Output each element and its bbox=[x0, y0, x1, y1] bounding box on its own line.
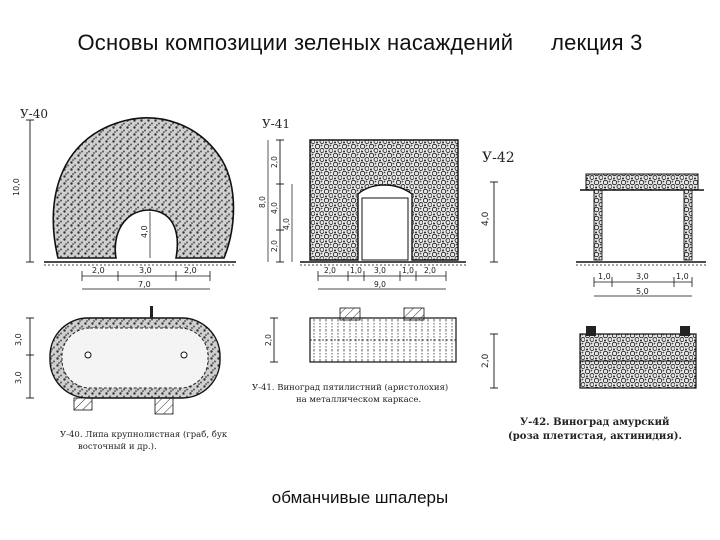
u41-note-line2: на металлическом каркасе. bbox=[296, 395, 422, 405]
u40-plan bbox=[14, 306, 220, 414]
u41-width-dim-5: 2,0 bbox=[424, 266, 436, 275]
u41-width-dim-2: 1,0 bbox=[350, 266, 362, 275]
u41-height-dim-mid: 4,0 bbox=[270, 202, 279, 214]
u42-note-line2: (роза плетистая, актинидия). bbox=[508, 431, 682, 442]
u40-total-dim: 7,0 bbox=[138, 280, 151, 289]
figure-u40-id: У-40 bbox=[20, 107, 48, 121]
u40-arch-dim: 4,0 bbox=[140, 225, 149, 238]
u42-total-dim: 5,0 bbox=[636, 287, 649, 296]
u42-width-dim-1: 1,0 bbox=[598, 272, 611, 281]
figure-u42-id: У-42 bbox=[482, 150, 515, 166]
u41-height-total: 8,0 bbox=[258, 196, 267, 208]
u42-pergola-top bbox=[586, 174, 698, 190]
figure-u40 bbox=[12, 107, 236, 452]
u40-plan-tree-1 bbox=[85, 352, 91, 358]
u41-width-dim-4: 1,0 bbox=[402, 266, 414, 275]
u42-post-left bbox=[594, 190, 602, 260]
u40-width-dim-3: 2,0 bbox=[184, 266, 197, 275]
u41-height-dim-top: 2,0 bbox=[270, 156, 279, 168]
u40-plan-dim-1: 3,0 bbox=[14, 333, 23, 346]
u40-height-dim: 10,0 bbox=[12, 178, 21, 196]
u41-total-dim: 9,0 bbox=[374, 280, 386, 289]
u41-plan bbox=[264, 308, 456, 362]
u41-width-dim-1: 2,0 bbox=[324, 266, 336, 275]
figure-u41-id: У-41 bbox=[262, 117, 290, 131]
figure-u42 bbox=[481, 150, 706, 442]
u42-elevation bbox=[481, 174, 706, 296]
u42-note-line1: У-42. Виноград амурский bbox=[520, 417, 670, 428]
u40-plan-tree-2 bbox=[181, 352, 187, 358]
figure-u41 bbox=[252, 117, 466, 405]
u42-plan bbox=[481, 326, 696, 388]
course-title: Основы композиции зеленых насаждений bbox=[77, 30, 514, 55]
u42-height-dim: 4,0 bbox=[481, 211, 491, 226]
slide-caption: обманчивые шпалеры bbox=[271, 488, 449, 507]
u42-width-dim-2: 3,0 bbox=[636, 272, 649, 281]
u42-plan-dim: 2,0 bbox=[481, 353, 491, 368]
lecture-number: лекция 3 bbox=[551, 30, 643, 55]
u40-note-line1: У-40. Липа крупнолистная (граб, бук bbox=[60, 430, 228, 440]
u41-inner-height: 4,0 bbox=[282, 218, 291, 230]
u40-plan-dim-2: 3,0 bbox=[14, 371, 23, 384]
u41-width-dim-3: 3,0 bbox=[374, 266, 386, 275]
u41-height-dim-bottom: 2,0 bbox=[270, 240, 279, 252]
u40-width-dim-2: 3,0 bbox=[139, 266, 152, 275]
u41-elevation bbox=[258, 140, 466, 289]
u42-width-dim-3: 1,0 bbox=[676, 272, 689, 281]
u41-note-line1: У-41. Виноград пятилистний (аристолохия) bbox=[252, 383, 449, 393]
u42-post-right bbox=[684, 190, 692, 260]
u40-width-dim-1: 2,0 bbox=[92, 266, 105, 275]
u40-note-line2: восточный и др.). bbox=[78, 442, 157, 452]
u41-plan-dim: 2,0 bbox=[264, 334, 273, 346]
u40-elevation bbox=[12, 118, 236, 289]
